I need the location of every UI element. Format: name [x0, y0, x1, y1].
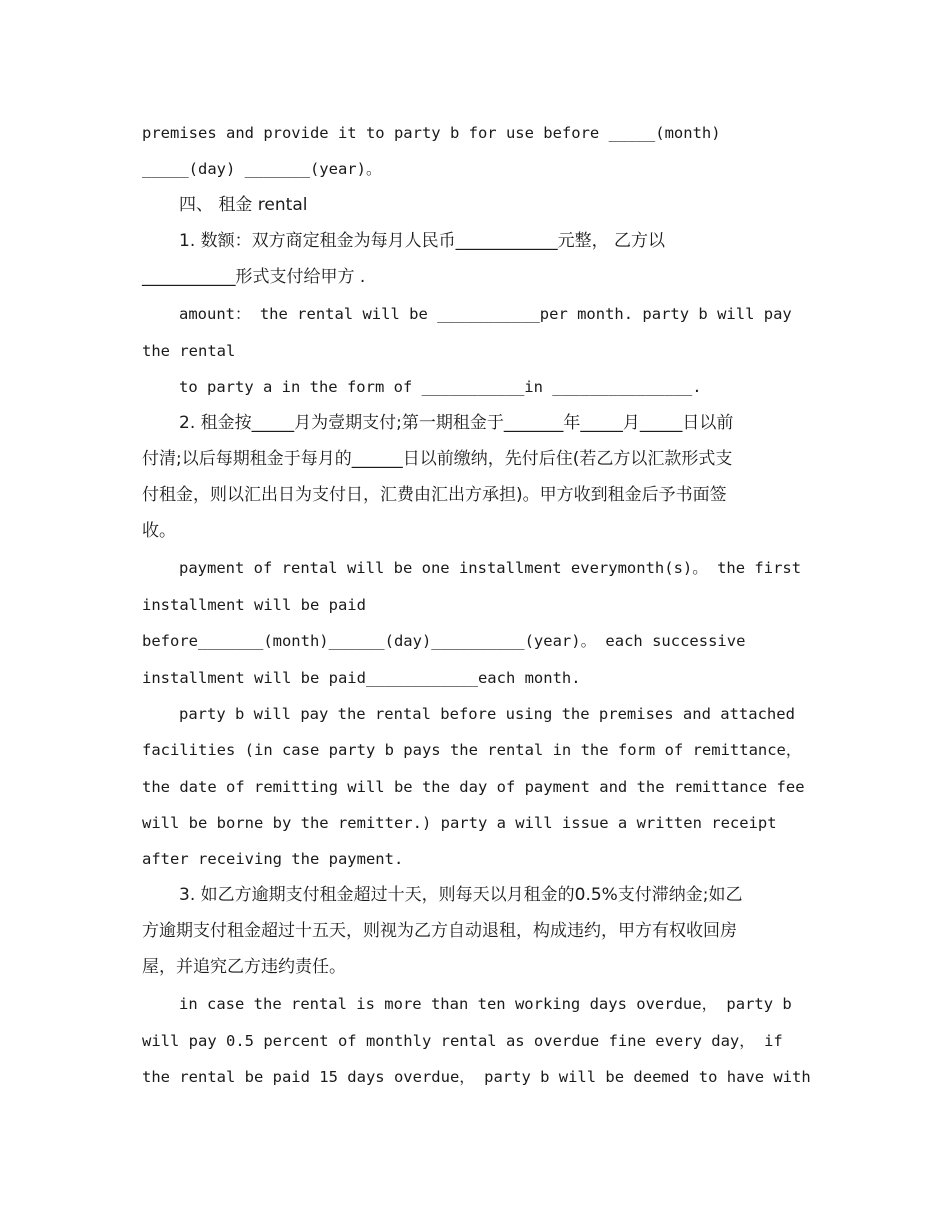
- text-line: the rental: [142, 342, 236, 360]
- text-line: will be borne by the remitter.) party a will issue a written receipt: [142, 814, 777, 832]
- text-line: 付租金，则以汇出日为支付日，汇费由汇出方承担)。甲方收到租金后予书面签: [142, 485, 727, 505]
- text-line: will pay 0.5 percent of monthly rental as overdue fine every day， if: [142, 1032, 783, 1050]
- text-line: _____(day) _______(year)。: [142, 160, 382, 178]
- text-line: 2. 租金按_____月为壹期支付;第一期租金于_______年_____月_____日以前: [179, 413, 734, 433]
- text-line: 3. 如乙方逾期支付租金超过十天，则每天以月租金的0.5%支付滞纳金;如乙: [179, 885, 743, 905]
- text-line: party b will pay the rental before using the premises and attached: [179, 705, 795, 723]
- text-line: 付清;以后每期租金于每月的______日以前缴纳，先付后住(若乙方以汇款形式支: [142, 449, 733, 469]
- section-heading: 四、 租金 rental: [179, 195, 308, 215]
- text-line: amount： the rental will be ___________per month. party b will pay: [179, 305, 792, 323]
- text-line: 屋，并追究乙方违约责任。: [142, 957, 346, 977]
- text-line: before_______(month)______(day)__________(year)。 each successive: [142, 632, 746, 650]
- text-line: the rental be paid 15 days overdue， party b will be deemed to have with: [142, 1068, 811, 1086]
- text-line: the date of remitting will be the day of payment and the remittance fee: [142, 778, 805, 796]
- text-line: premises and provide it to party b for use before _____(month): [142, 124, 721, 142]
- text-line: after receiving the payment.: [142, 850, 404, 868]
- text-line: facilities (in case party b pays the rental in the form of remittance，: [142, 741, 802, 759]
- text-line: ___________形式支付给甲方 .: [142, 267, 366, 287]
- text-line: installment will be paid____________each month.: [142, 669, 581, 687]
- text-line: 方逾期支付租金超过十五天，则视为乙方自动退租，构成违约，甲方有权收回房: [142, 921, 737, 941]
- text-line: 收。: [142, 521, 176, 541]
- text-line: payment of rental will be one installment everymonth(s)。 the first: [179, 559, 802, 577]
- text-line: installment will be paid: [142, 596, 366, 614]
- text-line: to party a in the form of ___________in _______________.: [179, 378, 702, 396]
- text-line: in case the rental is more than ten working days overdue， party b: [179, 995, 792, 1013]
- text-line: 1. 数额：双方商定租金为每月人民币____________元整， 乙方以: [179, 231, 666, 251]
